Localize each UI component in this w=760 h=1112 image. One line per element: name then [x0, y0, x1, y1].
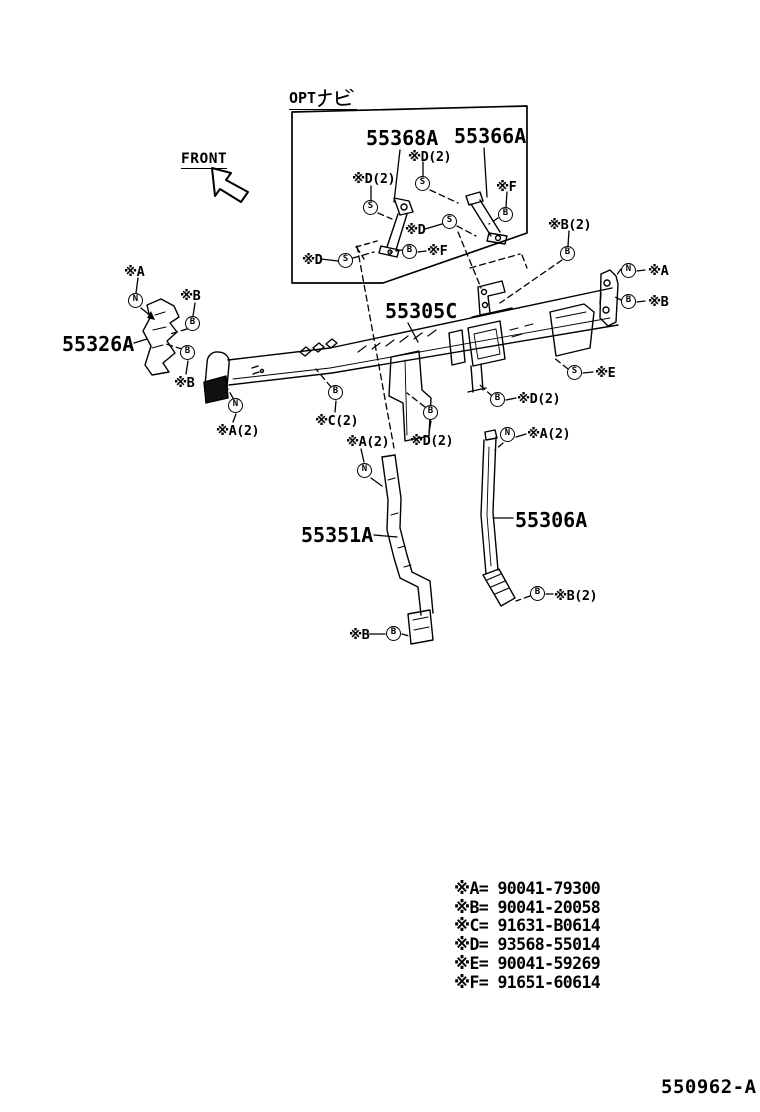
front-arrow-icon [212, 168, 248, 202]
fastener-marker: N [357, 463, 372, 478]
fastener-marker: B [180, 345, 195, 360]
legend-item: ※B= 90041-20058 [454, 897, 601, 917]
fastener-marker: B [402, 244, 417, 259]
legend-item: ※E= 90041-59269 [454, 953, 601, 973]
beam-55305C-art [204, 270, 618, 441]
fastener-code-label: ※A [648, 263, 669, 279]
fastener-code-label: ※A [124, 264, 145, 280]
fastener-marker: S [415, 176, 430, 191]
drawing-number: 550962-A [661, 1076, 757, 1098]
fastener-code-label: ※B [174, 375, 195, 391]
fastener-code-label: ※F [496, 179, 517, 195]
part-number-55326A: 55326A [62, 332, 135, 356]
strut-55351A-art [382, 455, 433, 644]
fastener-code-label: ※A(2) [216, 423, 260, 439]
fastener-code-label: ※B(2) [554, 588, 598, 604]
legend-item: ※C= 91631-B0614 [454, 916, 601, 936]
legend-item: ※F= 91651-60614 [454, 972, 601, 992]
fastener-code-label: ※D(2) [517, 391, 561, 407]
fastener-code-label: ※E [595, 365, 616, 381]
fastener-code-label: ※B(2) [548, 217, 592, 233]
part-number-55366A: 55366A [454, 124, 527, 148]
fastener-legend [454, 880, 600, 992]
fastener-marker: B [560, 246, 575, 261]
legend-item: ※A= 90041-79300 [454, 879, 601, 898]
fastener-marker: B [185, 316, 200, 331]
opt-navi-label-text: OPT [289, 89, 317, 107]
part-number-55368A: 55368A [366, 126, 439, 150]
bracket-55326A-art [143, 299, 179, 375]
fastener-marker: S [567, 365, 582, 380]
fastener-marker: N [621, 263, 636, 278]
fastener-marker: B [621, 294, 636, 309]
fastener-code-label: ※B [180, 288, 201, 304]
fastener-marker: B [423, 405, 438, 420]
fastener-marker: B [490, 392, 505, 407]
part-number-55351A: 55351A [301, 523, 374, 547]
fastener-marker: N [128, 293, 143, 308]
part-number-55306A: 55306A [515, 508, 588, 532]
fastener-marker: B [386, 626, 401, 641]
fastener-code-label: ※D [302, 252, 323, 268]
part-number-55305C: 55305C [385, 299, 458, 323]
fastener-code-label: ※A(2) [346, 434, 390, 450]
fastener-marker: B [530, 586, 545, 601]
fastener-marker: N [500, 427, 515, 442]
fastener-code-label: ※B [349, 627, 370, 643]
front-direction-label: FRONT [181, 151, 228, 167]
fastener-marker: S [442, 214, 457, 229]
fastener-code-label: ※D(2) [408, 149, 452, 165]
fastener-code-label: ※D [405, 222, 426, 238]
opt-navi-label [289, 88, 357, 110]
fastener-code-label: ※B [648, 294, 669, 310]
fastener-code-label: ※C(2) [315, 413, 359, 429]
legend-item: ※D= 93568-55014 [454, 935, 601, 955]
fastener-code-label: ※D(2) [410, 433, 454, 449]
fastener-marker: B [498, 207, 513, 222]
fastener-marker: N [228, 398, 243, 413]
fastener-code-label: ※F [427, 243, 448, 259]
fastener-marker: B [328, 385, 343, 400]
fastener-marker: S [363, 200, 378, 215]
fastener-code-label: ※A(2) [527, 426, 571, 442]
katakana-navi-glyph [318, 89, 354, 107]
fastener-marker: S [338, 253, 353, 268]
fastener-code-label: ※D(2) [352, 171, 396, 187]
